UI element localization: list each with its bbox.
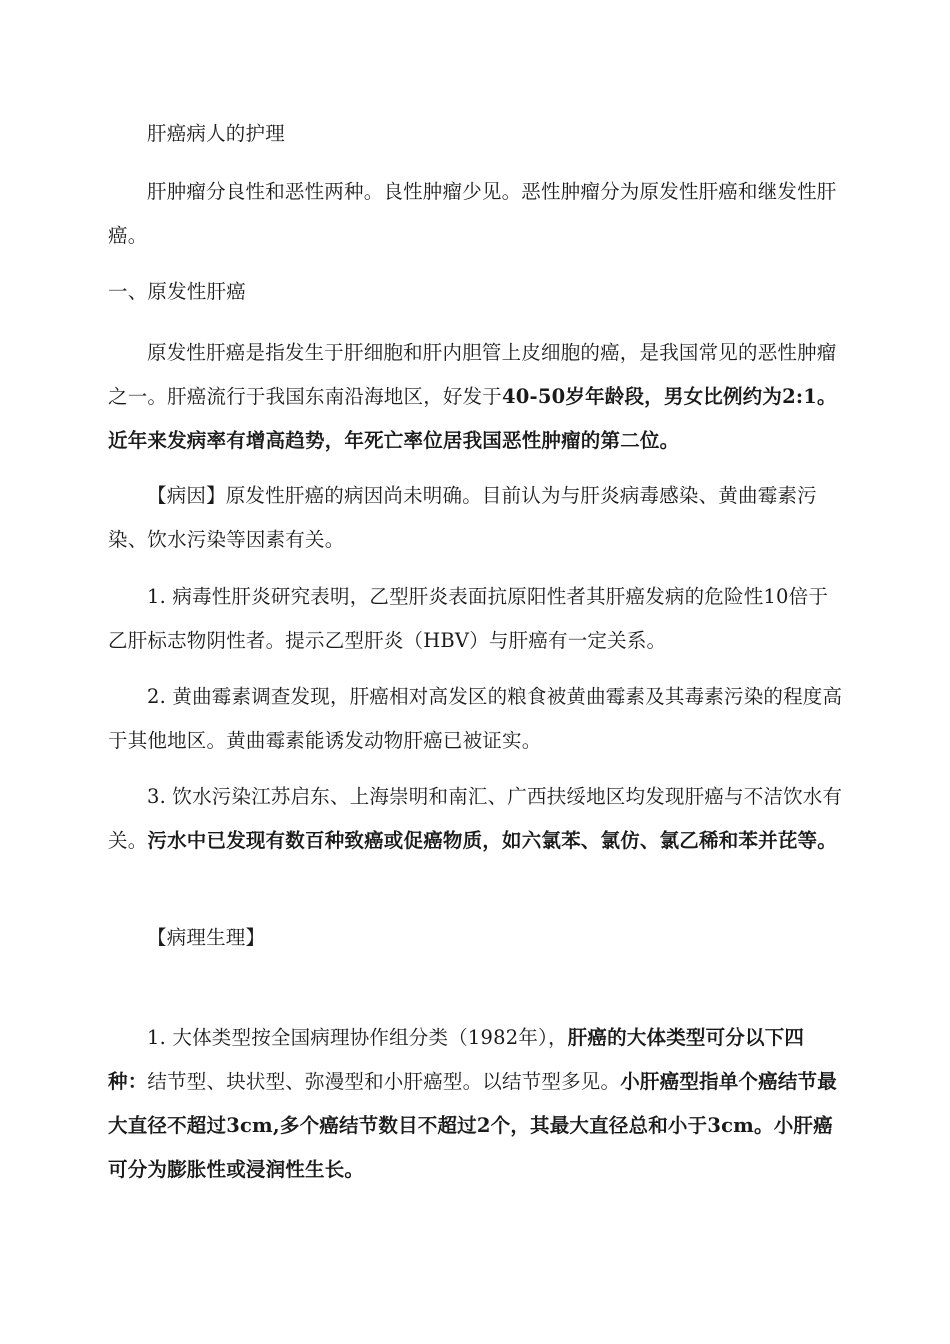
- cause-3-text-b: 污水中已发现有数百种致癌或促癌物质，如六氯苯、氯仿、氯乙稀和苯并芘等。: [147, 829, 837, 852]
- primary-liver-cancer-paragraph: [108, 331, 843, 463]
- pathology-1-text-c: 结节型、块状型、弥漫型和小肝癌型。以结节型多见。: [147, 1070, 621, 1093]
- cause-3-paragraph: [108, 775, 843, 863]
- section-heading-text: 一、原发性肝癌: [108, 280, 246, 303]
- cause-2-text: 2. 黄曲霉素调查发现，肝癌相对高发区的粮食被黄曲霉素及其毒素污染的程度高于其他地区。黄曲霉素能诱发动物肝癌已被证实。: [108, 685, 843, 752]
- etiology-paragraph: [108, 474, 843, 562]
- pathology-1-text-a: 1. 大体类型按全国病理协作组分类（1982年），: [147, 1026, 568, 1049]
- cause-1-text: 1. 病毒性肝炎研究表明，乙型肝炎表面抗原阳性者其肝癌发病的危险性10倍于乙肝标志物阴性者。提示乙型肝炎（HBV）与肝癌有一定关系。: [108, 585, 829, 652]
- cause-2-paragraph: [108, 675, 843, 763]
- etiology-text: 【病因】原发性肝癌的病因尚未明确。目前认为与肝炎病毒感染、黄曲霉素污染、饮水污染等因素有关。: [108, 484, 817, 551]
- pathology-1-paragraph: [108, 1016, 843, 1192]
- intro-paragraph: [108, 170, 843, 258]
- document-title-text: 肝癌病人的护理: [147, 122, 285, 145]
- pathology-1-text-b: 肝癌的大体类型可分以下四种：: [108, 1026, 805, 1093]
- pathology-heading: [108, 916, 843, 960]
- primary-liver-cancer-text-b: 40-50岁年龄段，男女比例约为2:1。近年来发病率有增高趋势，年死亡率位居我国恶性肿瘤的第二位。: [108, 385, 837, 452]
- pathology-heading-text: 【病理生理】: [147, 926, 266, 949]
- primary-liver-cancer-text-a: 原发性肝癌是指发生于肝细胞和肝内胆管上皮细胞的癌，是我国常见的恶性肿瘤之一。肝癌流行于我国东南沿海地区，好发于: [108, 341, 837, 408]
- intro-text: 肝肿瘤分良性和恶性两种。良性肿瘤少见。恶性肿瘤分为原发性肝癌和继发性肝癌。: [108, 180, 837, 247]
- section-heading-primary-liver-cancer: [108, 270, 843, 314]
- cause-1-paragraph: [108, 575, 843, 663]
- document-title: [108, 112, 843, 156]
- pathology-1-text-d: 小肝癌型指单个癌结节最大直径不超过3cm,多个癌结节数目不超过2个，其最大直径总和小于3cm。小肝癌可分为膨胀性或浸润性生长。: [108, 1070, 837, 1181]
- cause-3-text-a: 3. 饮水污染江苏启东、上海崇明和南汇、广西扶绥地区均发现肝癌与不洁饮水有关。: [108, 785, 843, 852]
